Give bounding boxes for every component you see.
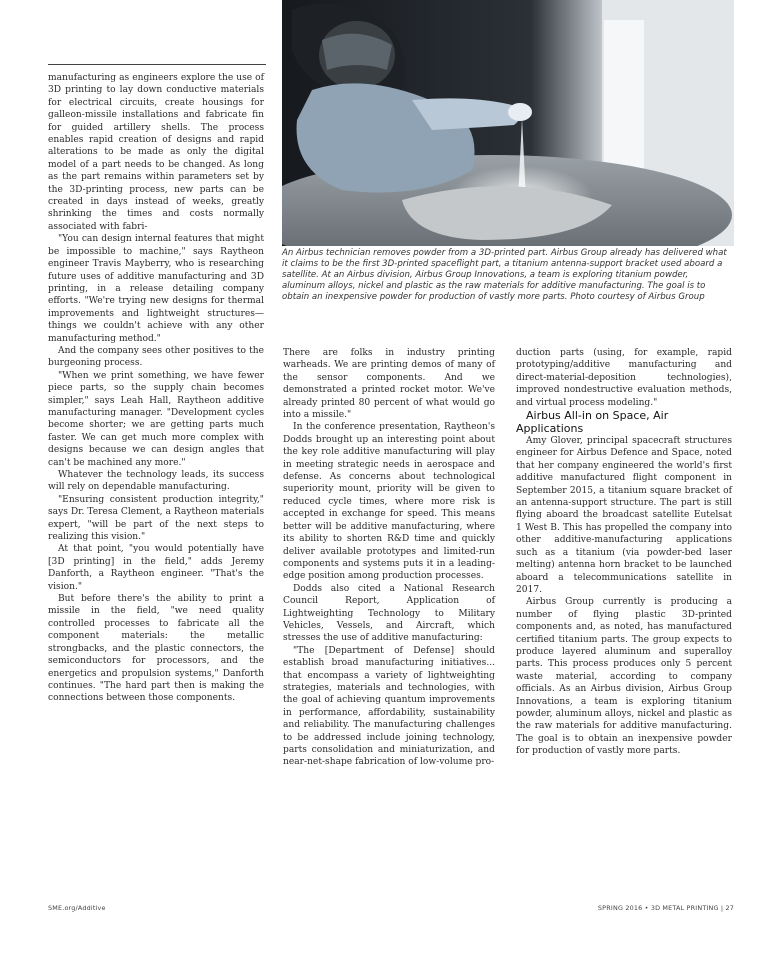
article-column-1 xyxy=(48,72,264,705)
paragraph: "The [Department of Defense] should establish broad manufacturing initiatives... that encompass a variety of lightweighting strategies, materials and technologies, with the goal of achieving quantum improvements in performance, affordability, sustainability and reliability. The manufacturing challenges to be addressed include joining technology, parts consolidation and miniaturization, and near-net-shape fabrication of low-volume pro- xyxy=(283,645,495,768)
paragraph: At that point, "you would potentially have [3D printing] in the field," adds Jeremy Danforth, a Raytheon engineer. "That's the vision." xyxy=(48,544,264,592)
article-photo xyxy=(282,0,734,246)
section-subhead: Airbus All-in on Space, Air Applications xyxy=(516,409,669,436)
paragraph: There are folks in industry printing warheads. We are printing demos of many of the sensor components. And we demonstrated a printed rocket motor. We've already printed 80 percent of what would go into a missile." xyxy=(283,348,495,421)
paragraph: Whatever the technology leads, its success will rely on dependable manufacturing. xyxy=(48,470,264,493)
paragraph: "When we print something, we have fewer piece parts, so the supply chain becomes simpler," says Leah Hall, Raytheon additive manufacturing manager. "Development cycles become shorter; we are getting parts much faster. We can get much more complex with designs because we can design angles that can't be machined any more." xyxy=(48,370,264,468)
paragraph: duction parts (using, for example, rapid prototyping/additive manufacturing and direct-material-deposition technologies), improved nondestructive evaluation methods, and virtual process modeling." xyxy=(516,348,732,408)
paragraph: And the company sees other positives to the burgeoning process. xyxy=(48,345,264,369)
paragraph: Amy Glover, principal spacecraft structures engineer for Airbus Defence and Space, noted that her company engineered the world's first additive manufactured flight component in September 2015, a titanium square bracket of an antenna-support structure. The part is still flying aboard the broadcast satellite Eutelsat 1 West B. This has propelled the company into other additive-manufacturing applications such as a titanium (via powder-bed laser melting) antenna horn bracket to be launched aboard a telecommunications satellite in 2017. xyxy=(516,436,732,595)
technician-photo-illustration xyxy=(282,0,734,246)
paragraph: "You can design internal features that might be impossible to machine," says Raytheon engineer Travis Mayberry, who is researching future uses of additive manufacturing and 3D printing, in a release detailing company efforts. "We're trying new designs for thermal improvements and lightweight structures—things we couldn't achieve with any other manufacturing method." xyxy=(48,234,264,344)
paragraph: manufacturing as engineers explore the use of 3D printing to lay down conductive materials for electrical circuits, create housings for galleon-missile installations and fabricate fin for guided artillery shells. The process enables rapid creation of designs and rapid alterations to be made as only the digital model of a part needs to be changed. As long as the part remains within parameters set by the 3D-printing process, new parts can be created in days instead of weeks, greatly shrinking the times and costs normally associated with fabri- xyxy=(48,73,264,232)
paragraph: In the conference presentation, Raytheon's Dodds brought up an interesting point about the key role additive manufacturing will play in meeting strategic needs in aerospace and defense. As concerns about technological superiority mount, priority will be given to reduced cycle times, where more risk is accepted in exchange for speed. This means better will be additive manufacturing, where its ability to shorten R&D time and quickly deliver available prototypes and limited-run components and systems puts it in a leading-edge position among production processes. xyxy=(283,422,495,582)
paragraph: But before there's the ability to print a missile in the field, "we need quality controlled processes to fabricate all the component materials: the metallic strongbacks, and the plastic connectors, the semiconductors for processors, and the energetics and propulsion systems," Danforth continues. "The hard part then is making the connections between those components. xyxy=(48,594,264,704)
article-column-2 xyxy=(283,347,495,769)
paragraph: Airbus Group currently is producing a number of flying plastic 3D-printed components and, as noted, has manufactured certified titanium parts. The group expects to produce layered aluminum and superalloy parts. This process produces only 5 percent waste material, according to company officials. As an Airbus division, Airbus Group Innovations, a team is exploring titanium powder, aluminum alloys, nickel and plastic as the raw materials for additive manufacturing. The goal is to obtain an inexpensive powder for production of vastly more parts. xyxy=(516,597,732,757)
top-rule xyxy=(48,64,266,65)
paragraph: Dodds also cited a National Research Council Report, Application of Lightweighting Technology to Military Vehicles, Vessels, and Aircraft, which stresses the use of additive manufacturing: xyxy=(283,583,495,644)
footer-website: SME.org/Additive xyxy=(48,904,106,912)
footer-folio: SPRING 2016 • 3D METAL PRINTING | 27 xyxy=(597,904,734,912)
paragraph: "Ensuring consistent production integrity," says Dr. Teresa Clement, a Raytheon materials expert, "will be part of the next steps to realizing this vision." xyxy=(48,494,264,543)
photo-caption: An Airbus technician removes powder from a 3D-printed part. Airbus Group already has delivered what it claims to be the first 3D-printed spaceflight part, a titanium antenna-support bracket used aboard a satellite. At an Airbus division, Airbus Group Innovations, a team is exploring titanium powder, aluminum alloys, nickel and plastic as the raw materials for additive manufacturing. The goal is to obtain an inexpensive powder for production of vastly more parts. Photo courtesy of Airbus Group xyxy=(282,248,727,302)
article-column-3 xyxy=(516,347,732,758)
